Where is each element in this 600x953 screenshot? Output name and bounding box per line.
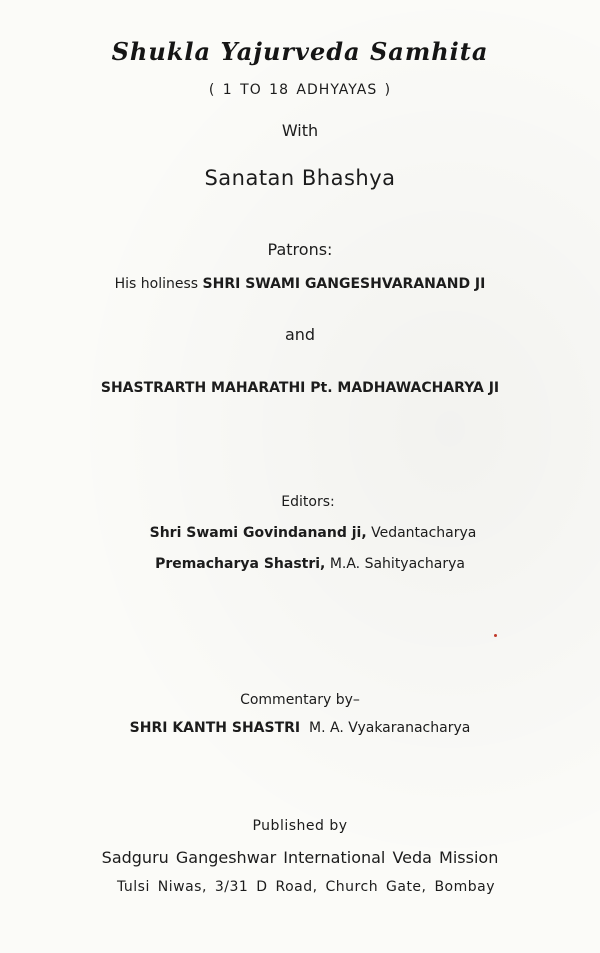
- editors-label: Editors:: [281, 494, 335, 510]
- commentator: [0, 721, 600, 735]
- editor-1: [13, 526, 600, 540]
- commentator-title: M. A. Vyakaranacharya: [300, 720, 471, 736]
- patron-1-name: SHRI SWAMI GANGESHVARANAND JI: [202, 276, 486, 292]
- patron-2-name: SHASTRARTH MAHARATHI Pt. MADHAWACHARYA JI: [100, 380, 500, 396]
- patrons-label: Patrons:: [267, 240, 333, 259]
- editor-2-name: Premacharya Shastri,: [155, 556, 326, 572]
- editor-1-name: Shri Swami Govindanand ji,: [149, 525, 367, 541]
- commentator-name: SHRI KANTH SHASTRI: [129, 720, 301, 736]
- publisher-address: Tulsi Niwas, 3/31 D Road, Church Gate, Bombay: [116, 879, 496, 895]
- bhashya-title: Sanatan Bhashya: [204, 166, 396, 190]
- ink-speck: [494, 634, 497, 637]
- patrons-conjunction: and: [284, 325, 316, 344]
- book-title: Shukla Yajurveda Samhita: [111, 37, 489, 66]
- patron-1: [0, 277, 600, 291]
- editor-2-title: M.A. Sahityacharya: [325, 556, 465, 572]
- published-by-label: Published by: [252, 818, 348, 834]
- editor-1-title: Vedantacharya: [366, 525, 477, 541]
- with-text: With: [281, 121, 319, 140]
- publisher-name: Sadguru Gangeshwar International Veda Mission: [101, 848, 499, 867]
- book-subtitle: ( 1 TO 18 ADHYAYAS ): [208, 82, 392, 98]
- editor-2: [10, 557, 600, 571]
- patron-1-prefix: His holiness: [114, 276, 203, 292]
- commentary-label: Commentary by–: [240, 692, 360, 708]
